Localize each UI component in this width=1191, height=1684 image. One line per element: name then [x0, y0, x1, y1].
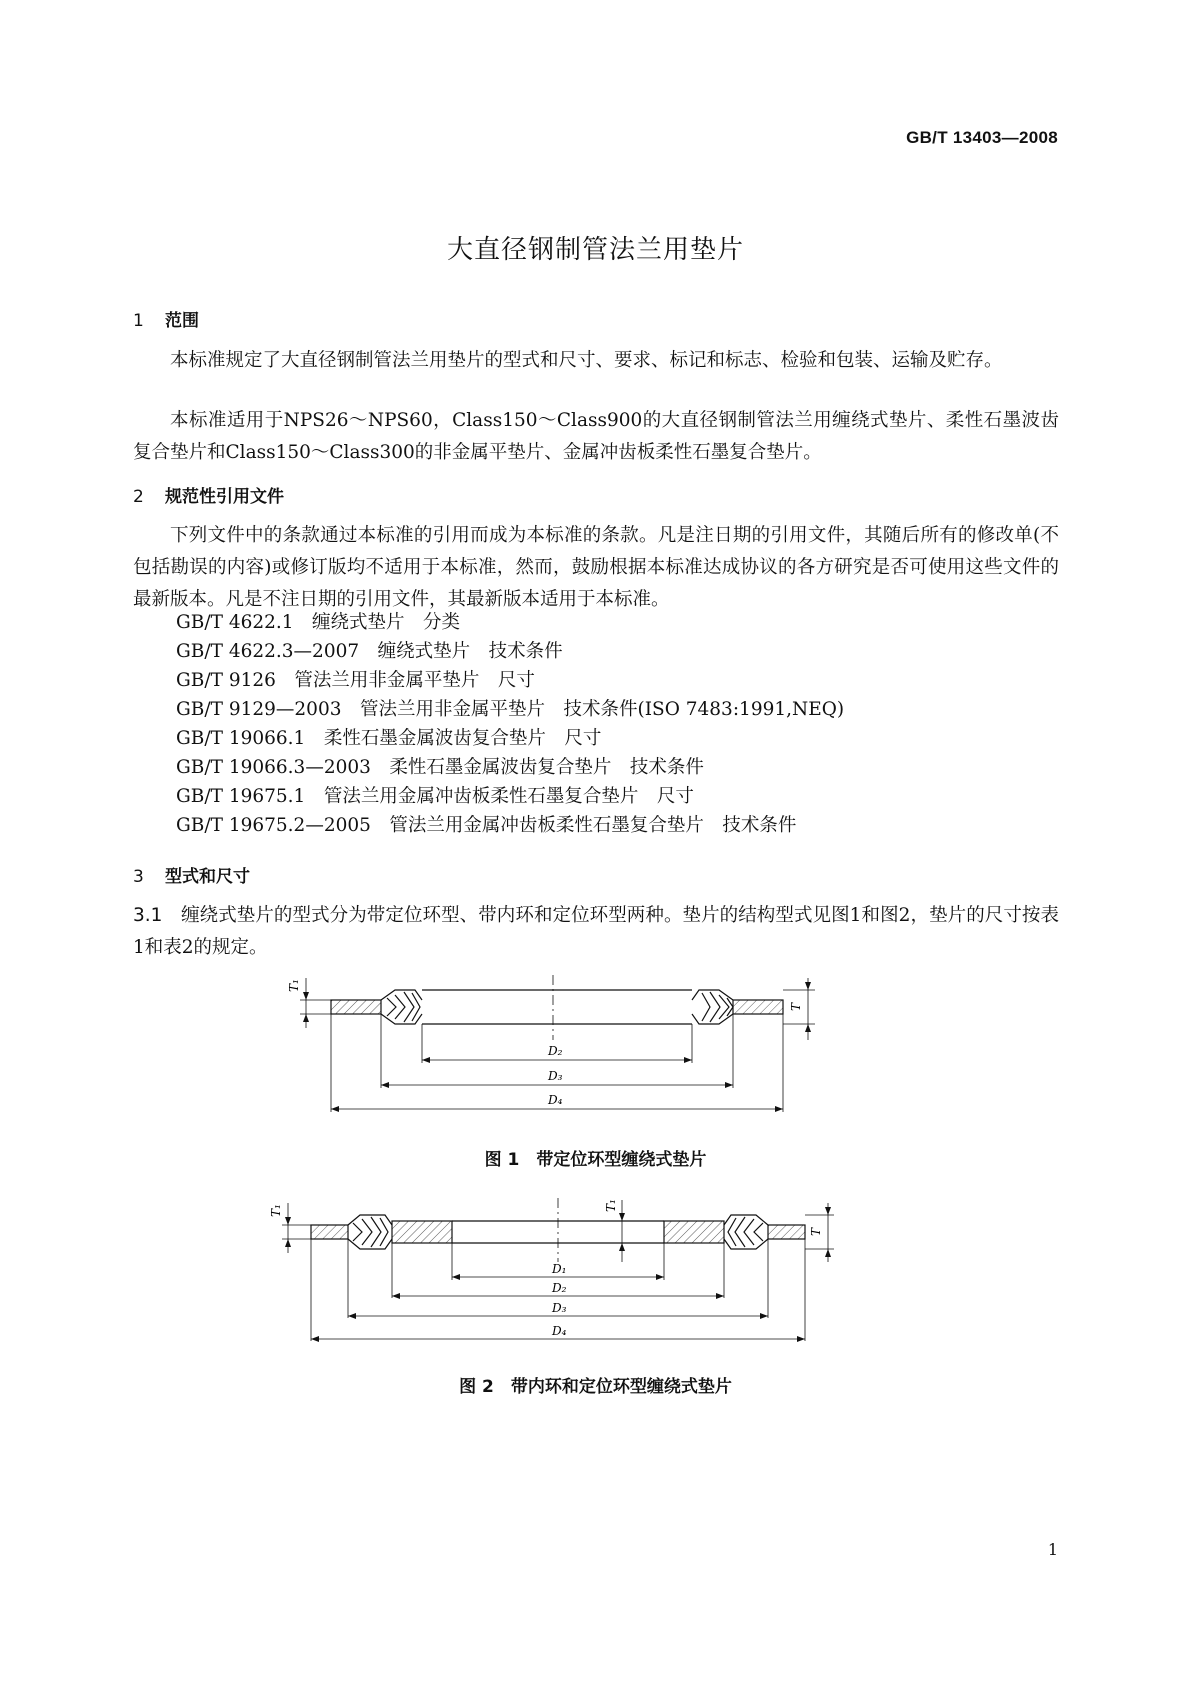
clause-text: 缠绕式垫片的型式分为带定位环型、带内环和定位环型两种。垫片的结构型式见图1和图2，垫片的尺寸按表1和表2的规定。: [133, 905, 1059, 958]
dim-label-t1-center: T₁: [604, 1199, 618, 1212]
section-number: 2: [133, 487, 144, 507]
dim-label-t1: T₁: [287, 979, 301, 992]
clause-3-1: [133, 900, 1059, 964]
dim-label-d1: D₁: [552, 1262, 567, 1276]
ref-item: GB/T 4622.3—2007 缠绕式垫片 技术条件: [176, 641, 563, 662]
section-title: 规范性引用文件: [165, 487, 284, 507]
figure-1-drawing: [0, 965, 1191, 1135]
dim-label-d3: D₃: [548, 1069, 563, 1083]
ref-item: GB/T 19675.2—2005 管法兰用金属冲齿板柔性石墨复合垫片 技术条件: [176, 815, 797, 836]
section-number: 3: [133, 867, 144, 887]
dim-label-d4: D₄: [552, 1324, 567, 1338]
scope-paragraph-2: 本标准适用于NPS26～NPS60，Class150～Class900的大直径钢制管法兰用缠绕式垫片、柔性石墨波齿复合垫片和Class150～Class300的非金属平垫片、金属冲齿板柔性石墨复合垫片。: [133, 410, 1059, 463]
section-heading-normative: [133, 482, 284, 507]
dim-label-t: T: [809, 1227, 823, 1236]
standard-number: GB/T 13403—2008: [906, 128, 1058, 147]
dim-label-d4: D₄: [548, 1093, 563, 1107]
dim-label-d3: D₃: [552, 1301, 567, 1315]
clause-number: 3.1: [133, 905, 163, 926]
section-title: 范围: [165, 311, 199, 331]
figure-2-drawing: [0, 1185, 1191, 1365]
normative-intro: 下列文件中的条款通过本标准的引用而成为本标准的条款。凡是注日期的引用文件，其随后所有的修改单(不包括勘误的内容)或修订版均不适用于本标准，然而，鼓励根据本标准达成协议的各方研究是否可使用这些文件的最新版本。凡是不注日期的引用文件，其最新版本适用于本标准。: [133, 525, 1059, 610]
ref-item: GB/T 19675.1 管法兰用金属冲齿板柔性石墨复合垫片 尺寸: [176, 786, 694, 807]
ref-item: GB/T 19066.1 柔性石墨金属波齿复合垫片 尺寸: [176, 728, 602, 749]
dim-label-t1: T₁: [269, 1204, 283, 1217]
section-heading-scope: [133, 306, 199, 331]
section-title: 型式和尺寸: [165, 867, 250, 887]
figure-2-caption: 图 2 带内环和定位环型缠绕式垫片: [459, 1377, 732, 1397]
ref-item: GB/T 9126 管法兰用非金属平垫片 尺寸: [176, 670, 535, 691]
page-number: 1: [1047, 1540, 1058, 1559]
scope-paragraph-1: 本标准规定了大直径钢制管法兰用垫片的型式和尺寸、要求、标记和标志、检验和包装、运输及贮存。: [170, 350, 1003, 371]
figure-1-caption: 图 1 带定位环型缠绕式垫片: [484, 1150, 707, 1170]
dim-label-t: T: [789, 1002, 803, 1011]
section-number: 1: [133, 311, 144, 331]
ref-item: GB/T 4622.1 缠绕式垫片 分类: [176, 612, 461, 633]
ref-item: GB/T 19066.3—2003 柔性石墨金属波齿复合垫片 技术条件: [176, 757, 704, 778]
ref-item: GB/T 9129—2003 管法兰用非金属平垫片 技术条件(ISO 7483:1991,NEQ): [176, 699, 845, 720]
section-heading-types: [133, 862, 250, 887]
dim-label-d2: D₂: [548, 1044, 563, 1058]
page-title: 大直径钢制管法兰用垫片: [446, 235, 744, 265]
dim-label-d2: D₂: [552, 1281, 567, 1295]
